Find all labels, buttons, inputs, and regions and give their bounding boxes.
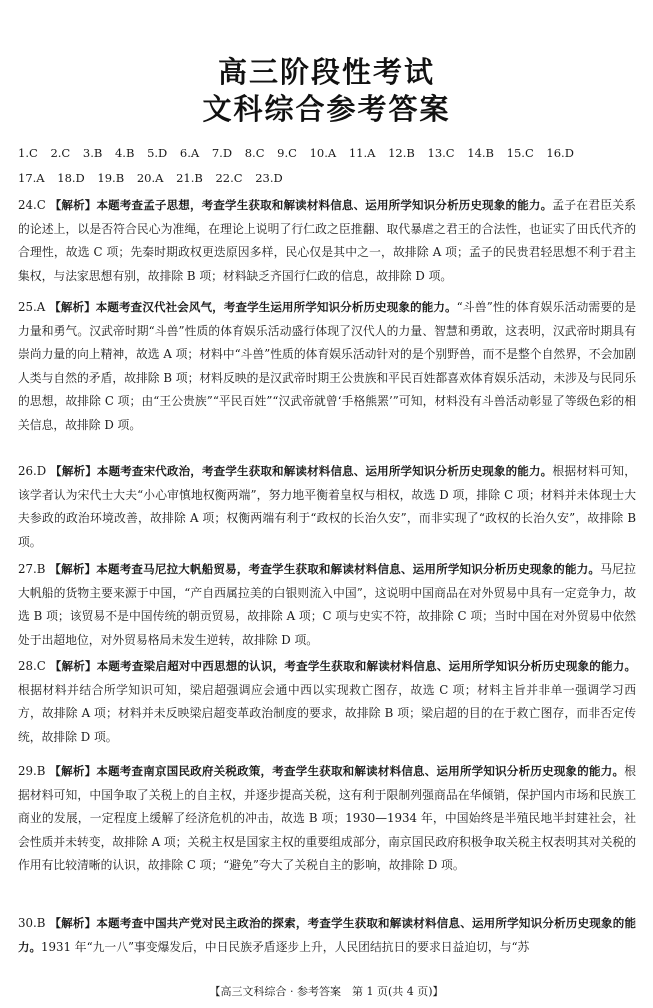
question-number: 27.B	[18, 562, 46, 576]
answer-item: 13.C	[427, 146, 455, 160]
answers-row-1	[18, 141, 638, 166]
question-24-explanation	[18, 194, 636, 288]
answer-item: 17.A	[18, 171, 45, 185]
analysis-heading: 【解析】本题考查汉代社会风气，考查学生运用所学知识分析历史现象的能力。	[49, 300, 457, 314]
analysis-heading: 【解析】本题考查宋代政治，考查学生获取和解读材料信息、运用所学知识分析历史现象的能力。	[50, 464, 553, 478]
answer-item: 4.B	[114, 146, 135, 160]
question-number: 29.B	[18, 764, 46, 778]
analysis-heading: 【解析】本题考查马尼拉大帆船贸易，考查学生获取和解读材料信息、运用所学知识分析历史现象的能力。	[49, 562, 601, 576]
answer-item: 20.A	[136, 171, 164, 185]
analysis-body: 马尼拉大帆船的货物主要来源于中国，“产自西属拉美的白银则流入中国”，这说明中国商品在对外贸易中具有一定竞争力，故选 B 项；该贸易不是中国传统的朝贡贸易，故排除 A 项；C 项与史实不符，故排除 C 项；当时中国在对外贸易中依然处于出超地位，对外贸易格局未发生逆转，故排除 D 项。	[18, 562, 636, 647]
answer-item: 2.C	[50, 146, 71, 160]
answer-item: 23.D	[255, 171, 283, 185]
answer-item: 1.C	[18, 146, 38, 160]
analysis-body: 根据材料可知，该学者认为宋代士大夫“小心审慎地权衡两端”，努力地平衡着皇权与相权，故选 D 项，排除 C 项；材料并未体现士大夫参政的政治环境改善，故排除 A 项；权衡两端有利于“政权的长治久安”，而非实现了“政权的长治久安”，故排除 B 项。	[18, 464, 636, 549]
answer-item: 15.C	[506, 146, 534, 160]
answer-item: 22.C	[215, 171, 243, 185]
analysis-heading: 【解析】本题考查南京国民政府关税政策，考查学生获取和解读材料信息、运用所学知识分析历史现象的能力。	[49, 764, 625, 778]
question-25-explanation	[18, 296, 636, 437]
question-number: 24.C	[18, 198, 46, 212]
answer-item: 18.D	[57, 171, 85, 185]
answer-item: 5.D	[147, 146, 168, 160]
page-title: 高三阶段性考试	[217, 55, 435, 89]
answer-item: 6.A	[179, 146, 200, 160]
analysis-heading: 【解析】本题考查梁启超对中西思想的认识，考查学生获取和解读材料信息、运用所学知识分析历史现象的能力。	[49, 659, 636, 673]
answer-item: 12.B	[388, 146, 415, 160]
page-footer: 【高三文科综合 · 参考答案 第 1 页(共 4 页)】	[209, 985, 444, 998]
question-28-explanation	[18, 655, 636, 749]
answer-item: 19.B	[97, 171, 125, 185]
question-27-explanation	[18, 558, 636, 652]
analysis-body: 根据材料可知，中国争取了关税上的自主权，并逐步提高关税，这有利于限制列强商品在华倾销，保护国内市场和民族工商业的发展，一定程度上缓解了经济危机的冲击，故选 B 项；1930—1934 年，中国始终是半殖民地半封建社会，社会性质并未转变，故排除 A 项；关税主权是国家主权的重要组成部分，南京国民政府积极争取关税主权表明其对关税的作用有比较清晰的认识，故排除 C 项；“避免”夸大了关税自主的影响，故排除 D 项。	[18, 764, 636, 872]
analysis-body: “斗兽”性的体育娱乐活动需要的是力量和勇气。汉武帝时期“斗兽”性质的体育娱乐活动盛行体现了汉代人的力量、智慧和勇敢，这表明，汉武帝时期具有崇尚力量的向上精神，故选 A 项；材料中“斗兽”性质的体育娱乐活动针对的是个别野兽，而不是整个自然界，不会加剧人类与自然的矛盾，故排除 B 项；材料反映的是汉武帝时期王公贵族和平民百姓都喜欢体育娱乐活动，未涉及与民同乐的思想，故排除 C 项；由“王公贵族”“平民百姓”“汉武帝就曾‘手格熊罴’”可知，材料没有斗兽活动彰显了等级色彩的相关信息，故排除 D 项。	[18, 300, 637, 432]
answer-item: 10.A	[309, 146, 337, 160]
answer-item: 8.C	[244, 146, 265, 160]
answer-item: 16.D	[546, 146, 574, 160]
question-number: 25.A	[18, 300, 46, 314]
page-subtitle: 文科综合参考答案	[202, 92, 451, 126]
answer-item: 11.A	[348, 146, 376, 160]
question-number: 30.B	[18, 916, 46, 930]
answer-item: 21.B	[176, 171, 203, 185]
analysis-body: 孟子在君臣关系的论述上，以是否符合民心为准绳，在理论上说明了行仁政之臣推翻、取代暴虐之君王的合法性，也证实了田氏代齐的合理性，故选 C 项；先秦时期政权更迭原因多样，民心仅是其中之一，故排除 A 项；孟子的民贵君轻思想不利于君主集权，与法家思想有别，故排除 B 项；材料缺乏齐国行仁政的信息，故排除 D 项。	[18, 198, 636, 283]
multiple-choice-answers	[18, 141, 638, 191]
question-26-explanation	[18, 460, 636, 554]
question-number: 26.D	[18, 464, 47, 478]
answer-item: 3.B	[82, 146, 103, 160]
question-number: 28.C	[18, 659, 46, 673]
question-29-explanation	[18, 760, 636, 878]
analysis-body: 1931 年“九一八”事变爆发后，中日民族矛盾逐步上升，人民团结抗日的要求日益迫切，与“苏	[41, 939, 530, 954]
answer-item: 14.B	[467, 146, 494, 160]
question-30-explanation	[18, 912, 636, 959]
answer-item: 9.C	[277, 146, 297, 160]
analysis-heading: 【解析】本题考查孟子思想，考查学生获取和解读材料信息、运用所学知识分析历史现象的能力。	[49, 198, 553, 212]
answers-row-2	[18, 166, 638, 191]
analysis-heading: 【解析】本题考查中国共产党对民主政治的探索，考查学生获取和解读材料信息、运用所学知识分析历史现象的能力。	[18, 916, 637, 954]
analysis-body: 根据材料并结合所学知识可知，梁启超强调应会通中西以实现救亡图存，故选 C 项；材料主旨并非单一强调学习西方，故排除 A 项；材料并未反映梁启超变革政治制度的要求，故排除 B 项；梁启超的目的在于救亡图存，而非否定传统，故排除 D 项。	[18, 682, 636, 744]
answer-item: 7.D	[211, 146, 233, 160]
